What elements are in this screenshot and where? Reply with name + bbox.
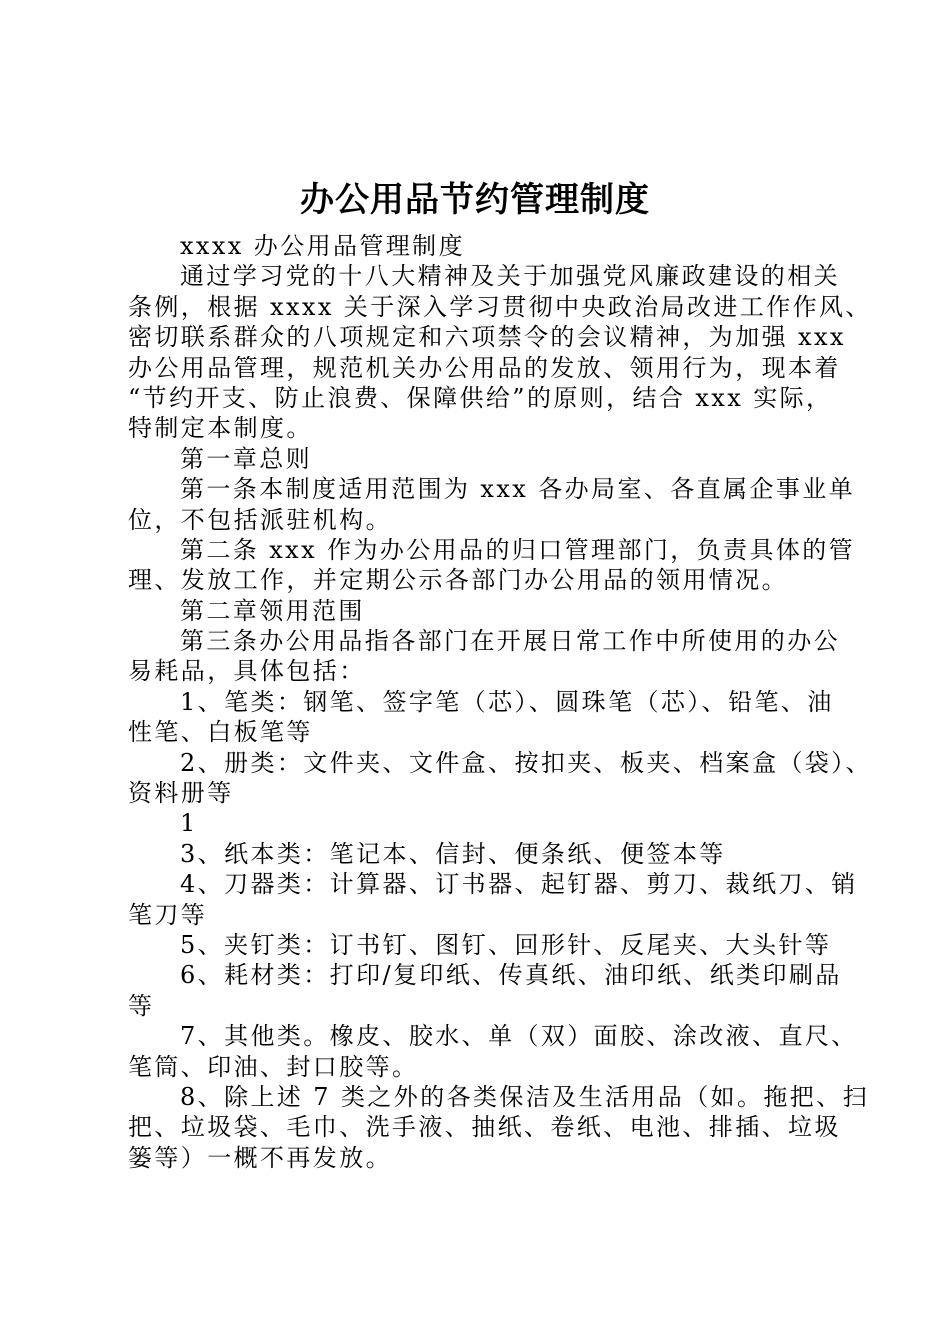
body-line: 资料册等	[128, 779, 234, 808]
body-line: 2、册类：文件夹、文件盒、按扣夹、板夹、档案盒（袋）、	[180, 748, 873, 777]
body-line: 办公用品管理，规范机关办公用品的发放、领用行为，现本着	[128, 353, 841, 382]
body-line: 3、纸本类：笔记本、信封、便条纸、便签本等	[180, 839, 726, 868]
body-line: 第二条 xxx 作为办公用品的归口管理部门，负责具体的管	[180, 535, 856, 564]
body-line: 通过学习党的十八大精神及关于加强党风廉政建设的相关	[180, 262, 840, 291]
body-line: 性笔、白板笔等	[128, 718, 313, 747]
body-line: xxxx 办公用品管理制度	[180, 232, 465, 260]
body-line: 篓等）一概不再发放。	[128, 1143, 392, 1172]
body-line: 5、夹钉类：订书钉、图钉、回形针、反尾夹、大头针等	[180, 930, 832, 959]
body-line: 把、垃圾袋、毛巾、洗手液、抽纸、卷纸、电池、排插、垃圾	[128, 1113, 841, 1142]
body-line: 7、其他类。橡皮、胶水、单（双）面胶、涂改液、直尺、	[180, 1022, 858, 1051]
body-line: 位，不包括派驻机构。	[128, 505, 392, 534]
body-line: 密切联系群众的八项规定和六项禁令的会议精神，为加强 xxx	[128, 323, 846, 352]
body-line: 第二章领用范围	[180, 596, 365, 625]
body-line: 第一章总则	[180, 444, 312, 473]
body-line: 笔刀等	[128, 900, 208, 929]
body-line: 1、笔类：钢笔、签字笔（芯）、圆珠笔（芯）、铅笔、油	[180, 687, 834, 716]
body-line: 4、刀器类：计算器、订书器、起钉器、剪刀、裁纸刀、销	[180, 870, 858, 899]
body-line: 等	[128, 991, 155, 1020]
body-line: “节约开支、防止浪费、保障供给”的原则，结合 xxx 实际，	[128, 383, 833, 412]
body-line: 6、耗材类：打印/复印纸、传真纸、油印纸、纸类印刷品	[180, 961, 842, 990]
body-line: 8、除上述 7 类之外的各类保洁及生活用品（如。拖把、扫	[180, 1082, 869, 1111]
body-line: 理、发放工作，并定期公示各部门办公用品的领用情况。	[128, 566, 788, 595]
document-title: 办公用品节约管理制度	[300, 180, 650, 220]
document-body	[128, 231, 873, 1173]
body-line: 第一条本制度适用范围为 xxx 各办局室、各直属企事业单	[180, 475, 856, 504]
body-line: 笔筒、印油、封口胶等。	[128, 1052, 419, 1081]
body-line: 1	[180, 809, 198, 838]
body-line: 第三条办公用品指各部门在开展日常工作中所使用的办公	[180, 627, 840, 656]
body-line: 条例，根据 xxxx 关于深入学习贯彻中央政治局改进工作作风、	[128, 292, 872, 321]
body-line: 易耗品，具体包括：	[128, 657, 366, 686]
body-line: 特制定本制度。	[128, 414, 313, 443]
